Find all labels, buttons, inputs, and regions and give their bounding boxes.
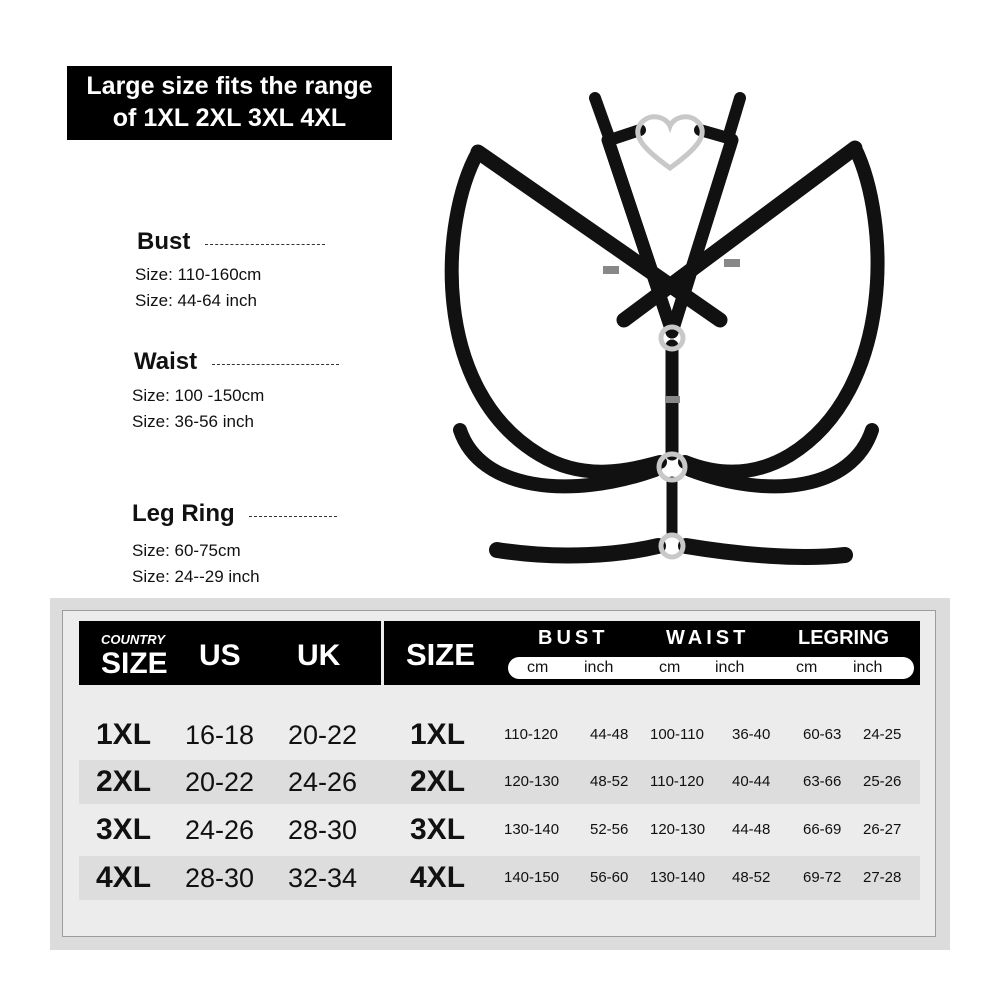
size-cell: 3XL — [96, 813, 152, 846]
bust-dashed-line — [205, 244, 325, 245]
table-row — [79, 713, 920, 757]
waist-inch-cell: 48-52 — [732, 869, 771, 886]
waist-inch-cell: 36-40 — [732, 726, 771, 743]
us-cell: 16-18 — [185, 720, 255, 750]
right-slider-buckle — [724, 259, 740, 267]
bust-sizes — [135, 262, 261, 314]
waist-title: Waist — [134, 348, 198, 375]
uk-cell: 20-22 — [288, 720, 358, 750]
heart-ring-icon — [638, 117, 702, 168]
table-header-left — [79, 621, 381, 685]
uk-header: UK — [297, 639, 341, 672]
legring-dashed-line — [249, 516, 337, 517]
banner-line-2: of 1XL 2XL 3XL 4XL — [112, 104, 347, 132]
legring-title: Leg Ring — [132, 500, 235, 527]
waist-inch-cell: 40-44 — [732, 773, 771, 790]
bust-size-inch: Size: 44-64 inch — [135, 291, 257, 310]
waist-cm-header: cm — [659, 659, 681, 676]
table-row — [79, 808, 920, 852]
legring-cm-cell: 60-63 — [803, 726, 842, 743]
waist-cm-cell: 100-110 — [650, 726, 704, 743]
bust-measurement — [137, 228, 325, 256]
legring-inch-cell: 27-28 — [863, 869, 902, 886]
center-slider-buckle — [665, 396, 680, 403]
size-header-right: SIZE — [406, 637, 475, 672]
bust-inch-cell: 56-60 — [590, 869, 629, 886]
size-cell: 4XL — [96, 861, 152, 894]
size2-cell: 4XL — [410, 861, 466, 894]
bust-inch-cell: 44-48 — [590, 726, 629, 743]
bust-cm-cell: 120-130 — [504, 773, 560, 790]
country-label: COUNTRY — [101, 632, 166, 647]
us-header: US — [199, 639, 241, 672]
waist-inch-cell: 44-48 — [732, 821, 771, 838]
size-header: SIZE — [101, 647, 168, 680]
uk-cell: 24-26 — [288, 767, 358, 797]
waist-cm-cell: 110-120 — [650, 773, 704, 790]
legring-measurement — [132, 500, 337, 528]
waist-size-cm: Size: 100 -150cm — [132, 386, 265, 405]
size2-cell: 2XL — [410, 765, 466, 798]
legring-cm-cell: 63-66 — [803, 773, 842, 790]
uk-cell: 32-34 — [288, 863, 358, 893]
legring-cm-header: cm — [796, 659, 818, 676]
legring-strap-right — [686, 546, 845, 557]
bust-inch-cell: 48-52 — [590, 773, 629, 790]
waist-size-inch: Size: 36-56 inch — [132, 412, 254, 431]
legring-cm-cell: 66-69 — [803, 821, 842, 838]
bust-title: Bust — [137, 228, 191, 255]
bust-header: BUST — [538, 627, 609, 649]
bust-cm-cell: 130-140 — [504, 821, 560, 838]
waist-cm-cell: 120-130 — [650, 821, 706, 838]
waist-measurement — [134, 348, 339, 376]
table-row — [79, 760, 920, 804]
legring-inch-header: inch — [853, 659, 883, 676]
table-header-right — [384, 621, 920, 685]
waist-dashed-line — [212, 364, 339, 365]
waist-sizes — [132, 383, 264, 435]
table-row — [79, 856, 920, 900]
size2-cell: 1XL — [410, 718, 466, 751]
waist-header: WAIST — [666, 627, 750, 649]
left-slider-buckle — [603, 266, 619, 274]
legring-cm-cell: 69-72 — [803, 869, 842, 886]
bust-cm-header: cm — [527, 659, 549, 676]
legring-inch-cell: 24-25 — [863, 726, 902, 743]
waist-inch-header: inch — [715, 659, 745, 676]
bust-inch-header: inch — [584, 659, 614, 676]
size2-cell: 3XL — [410, 813, 466, 846]
us-cell: 24-26 — [185, 815, 255, 845]
legring-header: LEGRING — [798, 627, 890, 649]
us-cell: 20-22 — [185, 767, 255, 797]
size-cell: 2XL — [96, 765, 152, 798]
banner-line-1: Large size fits the range — [86, 72, 373, 100]
legring-size-cm: Size: 60-75cm — [132, 541, 241, 560]
legring-sizes — [132, 538, 260, 590]
bust-cm-cell: 110-120 — [504, 726, 558, 743]
harness-product-image — [440, 80, 900, 590]
size-range-banner — [67, 66, 392, 140]
legring-size-inch: Size: 24--29 inch — [132, 567, 260, 586]
legring-inch-cell: 25-26 — [863, 773, 902, 790]
uk-cell: 28-30 — [288, 815, 358, 845]
legring-strap-left — [497, 546, 658, 556]
size-cell: 1XL — [96, 718, 152, 751]
bust-size-cm: Size: 110-160cm — [135, 265, 262, 284]
waist-cm-cell: 130-140 — [650, 869, 706, 886]
us-cell: 28-30 — [185, 863, 255, 893]
bust-inch-cell: 52-56 — [590, 821, 629, 838]
legring-inch-cell: 26-27 — [863, 821, 902, 838]
bust-cm-cell: 140-150 — [504, 869, 560, 886]
